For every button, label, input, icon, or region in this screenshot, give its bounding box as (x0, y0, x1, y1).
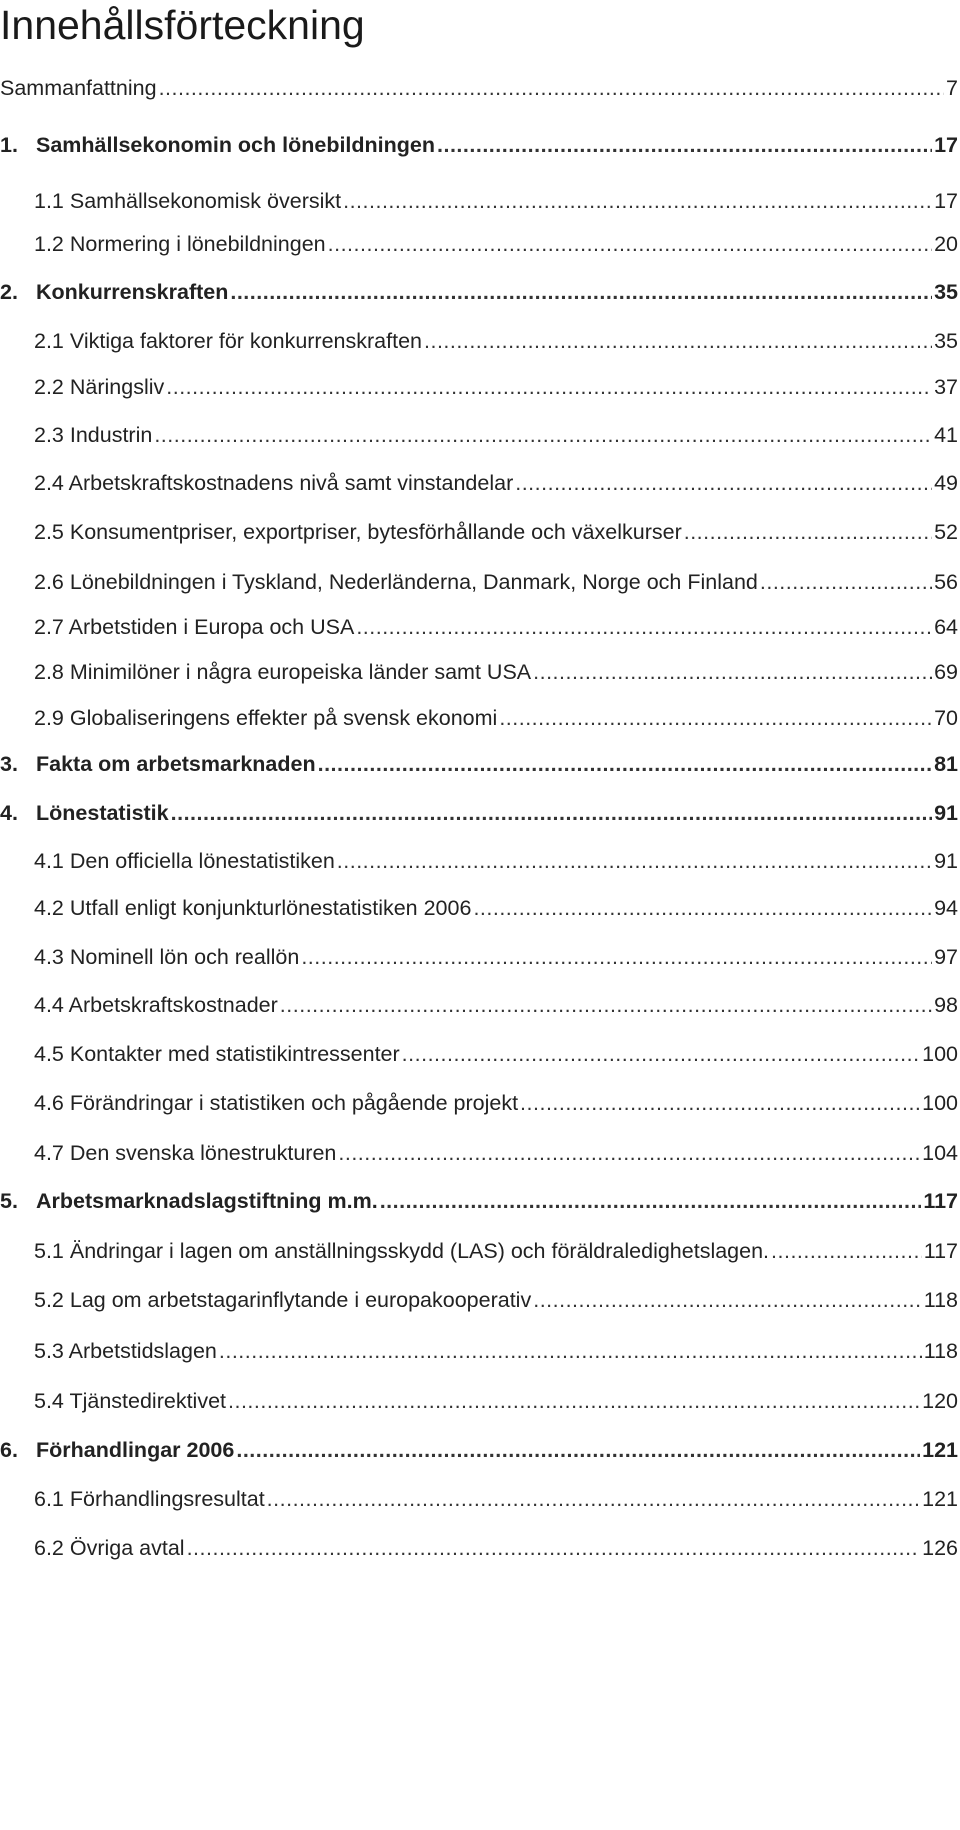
toc-entry-label: Konkurrenskraften (36, 280, 229, 304)
toc-leader-dots (159, 73, 944, 103)
toc-entry-label: 5.3 Arbetstidslagen (34, 1339, 217, 1363)
toc-entry-label: Fakta om arbetsmarknaden (36, 752, 316, 776)
toc-entry-label: Arbetsmarknadslagstiftning m.m. (36, 1189, 378, 1213)
toc-entry-label: 4.5 Kontakter med statistikintressenter (34, 1042, 400, 1066)
toc-entry-page-number: 98 (934, 993, 958, 1017)
toc-leader-dots (267, 1484, 920, 1514)
toc-entry[interactable] (0, 73, 960, 103)
toc-leader-dots (318, 749, 932, 779)
toc-entry[interactable] (0, 893, 960, 923)
toc-entry-page-number: 37 (934, 375, 958, 399)
toc-entry-label: 1.1 Samhällsekonomisk översikt (34, 189, 342, 213)
toc-leader-dots (337, 846, 932, 876)
toc-entry-page-number: 100 (922, 1042, 958, 1066)
toc-entry-label: 2.4 Arbetskraftskostnadens nivå samt vinstandelar (34, 471, 514, 495)
toc-entry[interactable] (0, 990, 960, 1020)
toc-entry[interactable] (0, 1533, 960, 1563)
toc-entry-page-number: 117 (923, 1189, 958, 1213)
toc-entry-label: 2.8 Minimilöner i några europeiska länder samt USA (34, 660, 532, 684)
toc-entry-label: 2.5 Konsumentpriser, exportpriser, bytesförhållande och växelkurser (34, 520, 682, 544)
toc-entry-label: 2.7 Arbetstiden i Europa och USA (34, 615, 355, 639)
toc-entry-label: 1.2 Normering i lönebildningen (34, 232, 326, 256)
toc-entry-page-number: 20 (934, 232, 958, 256)
toc-entry-number: 3. (0, 752, 18, 776)
toc-entry-label: 6.1 Förhandlingsresultat (34, 1487, 265, 1511)
toc-entry-page-number: 17 (934, 189, 958, 213)
toc-entry[interactable] (0, 186, 960, 216)
toc-leader-dots (533, 1285, 922, 1315)
toc-entry-page-number: 17 (934, 133, 958, 157)
toc-leader-dots (520, 1088, 920, 1118)
toc-entry-page-number: 121 (922, 1438, 958, 1462)
toc-leader-dots (219, 1336, 922, 1366)
toc-entry-page-number: 52 (934, 520, 958, 544)
toc-entry-page-number: 70 (934, 706, 958, 730)
toc-entry-page-number: 64 (934, 615, 958, 639)
toc-entry-page-number: 100 (922, 1091, 958, 1115)
toc-entry-page-number: 117 (923, 1239, 958, 1263)
toc-entry-label: Lönestatistik (36, 801, 169, 825)
toc-leader-dots (533, 657, 932, 687)
toc-entry-page-number: 91 (934, 801, 958, 825)
toc-entry[interactable] (0, 846, 960, 876)
toc-entry[interactable] (0, 1386, 960, 1416)
toc-entry-label: 2.2 Näringsliv (34, 375, 165, 399)
toc-entry[interactable] (0, 1336, 960, 1366)
toc-entry[interactable] (0, 420, 960, 450)
toc-leader-dots (684, 517, 932, 547)
toc-entry[interactable] (0, 1285, 960, 1315)
toc-entry[interactable] (0, 1138, 960, 1168)
toc-entry[interactable] (0, 517, 960, 547)
toc-entry-label: 6.2 Övriga avtal (34, 1536, 185, 1560)
page-title: Innehållsförteckning (0, 2, 365, 48)
toc-entry-number: 4. (0, 801, 18, 825)
toc-entry[interactable] (0, 1186, 960, 1216)
toc-entry-page-number: 94 (934, 896, 958, 920)
toc-leader-dots (280, 990, 932, 1020)
toc-leader-dots (166, 372, 932, 402)
toc-leader-dots (760, 567, 932, 597)
toc-entry-page-number: 35 (934, 329, 958, 353)
toc-entry[interactable] (0, 1039, 960, 1069)
toc-entry-page-number: 7 (946, 76, 958, 100)
toc-entry-number: 1. (0, 133, 18, 157)
toc-leader-dots (171, 798, 932, 828)
toc-entry-page-number: 49 (934, 471, 958, 495)
toc-entry-page-number: 35 (934, 280, 958, 304)
toc-entry-label: 2.6 Lönebildningen i Tyskland, Nederländerna, Danmark, Norge och Finland (34, 570, 758, 594)
toc-entry-label: 5.2 Lag om arbetstagarinflytande i europakooperativ (34, 1288, 532, 1312)
toc-leader-dots (437, 130, 932, 160)
toc-leader-dots (473, 893, 932, 923)
toc-entry-page-number: 91 (934, 849, 958, 873)
toc-entry-page-number: 41 (934, 423, 958, 447)
toc-leader-dots (328, 229, 932, 259)
toc-entry-label: 2.9 Globaliseringens effekter på svensk ekonomi (34, 706, 498, 730)
toc-entry-page-number: 126 (922, 1536, 958, 1560)
toc-entry-page-number: 121 (922, 1487, 958, 1511)
toc-entry[interactable] (0, 130, 960, 160)
toc-entry-page-number: 69 (934, 660, 958, 684)
toc-entry[interactable] (0, 468, 960, 498)
toc-leader-dots (356, 612, 932, 642)
toc-entry-page-number: 56 (934, 570, 958, 594)
toc-leader-dots (236, 1435, 920, 1465)
toc-entry[interactable] (0, 1088, 960, 1118)
toc-entry-page-number: 120 (922, 1389, 958, 1413)
toc-entry-label: Förhandlingar 2006 (36, 1438, 235, 1462)
toc-entry-label: 4.4 Arbetskraftskostnader (34, 993, 278, 1017)
toc-entry-page-number: 81 (934, 752, 958, 776)
toc-entry[interactable] (0, 326, 960, 356)
toc-entry-label: Sammanfattning (0, 76, 157, 100)
toc-entry-page-number: 118 (923, 1288, 958, 1312)
toc-entry[interactable] (0, 1435, 960, 1465)
toc-leader-dots (380, 1186, 922, 1216)
toc-entry-page-number: 118 (923, 1339, 958, 1363)
toc-entry-label: 2.3 Industrin (34, 423, 153, 447)
toc-entry-label: 4.7 Den svenska lönestrukturen (34, 1141, 337, 1165)
toc-entry-label: 4.1 Den officiella lönestatistiken (34, 849, 335, 873)
toc-leader-dots (515, 468, 932, 498)
toc-entry-number: 6. (0, 1438, 18, 1462)
toc-entry[interactable] (0, 567, 960, 597)
toc-leader-dots (187, 1533, 921, 1563)
toc-entry[interactable] (0, 229, 960, 259)
toc-entry-number: 5. (0, 1189, 18, 1213)
toc-entry[interactable] (0, 1484, 960, 1514)
toc-entry[interactable] (0, 612, 960, 642)
toc-entry-label: 4.3 Nominell lön och reallön (34, 945, 300, 969)
toc-entry[interactable] (0, 798, 960, 828)
toc-entry-page-number: 104 (922, 1141, 958, 1165)
toc-entry-number: 2. (0, 280, 18, 304)
toc-leader-dots (228, 1386, 920, 1416)
toc-leader-dots (424, 326, 932, 356)
toc-entry[interactable] (0, 703, 960, 733)
toc-entry-label: 5.4 Tjänstedirektivet (34, 1389, 227, 1413)
toc-leader-dots (154, 420, 932, 450)
toc-entry[interactable] (0, 942, 960, 972)
toc-entry-page-number: 97 (934, 945, 958, 969)
toc-entry-label: 4.2 Utfall enligt konjunkturlönestatistiken 2006 (34, 896, 472, 920)
toc-entry[interactable] (0, 749, 960, 779)
toc-entry[interactable] (0, 277, 960, 307)
toc-entry[interactable] (0, 372, 960, 402)
toc-leader-dots (301, 942, 932, 972)
toc-entry-label: 5.1 Ändringar i lagen om anställningsskydd (LAS) och föräldraledighetslagen. (34, 1239, 770, 1263)
toc-entry-label: 4.6 Förändringar i statistiken och pågående projekt (34, 1091, 519, 1115)
toc-leader-dots (402, 1039, 920, 1069)
toc-entry[interactable] (0, 657, 960, 687)
toc-leader-dots (771, 1236, 922, 1266)
toc-leader-dots (499, 703, 932, 733)
toc-leader-dots (338, 1138, 920, 1168)
toc-leader-dots (343, 186, 932, 216)
toc-leader-dots (230, 277, 932, 307)
toc-entry-label: 2.1 Viktiga faktorer för konkurrenskraften (34, 329, 422, 353)
toc-entry-label: Samhällsekonomin och lönebildningen (36, 133, 435, 157)
toc-entry[interactable] (0, 1236, 960, 1266)
